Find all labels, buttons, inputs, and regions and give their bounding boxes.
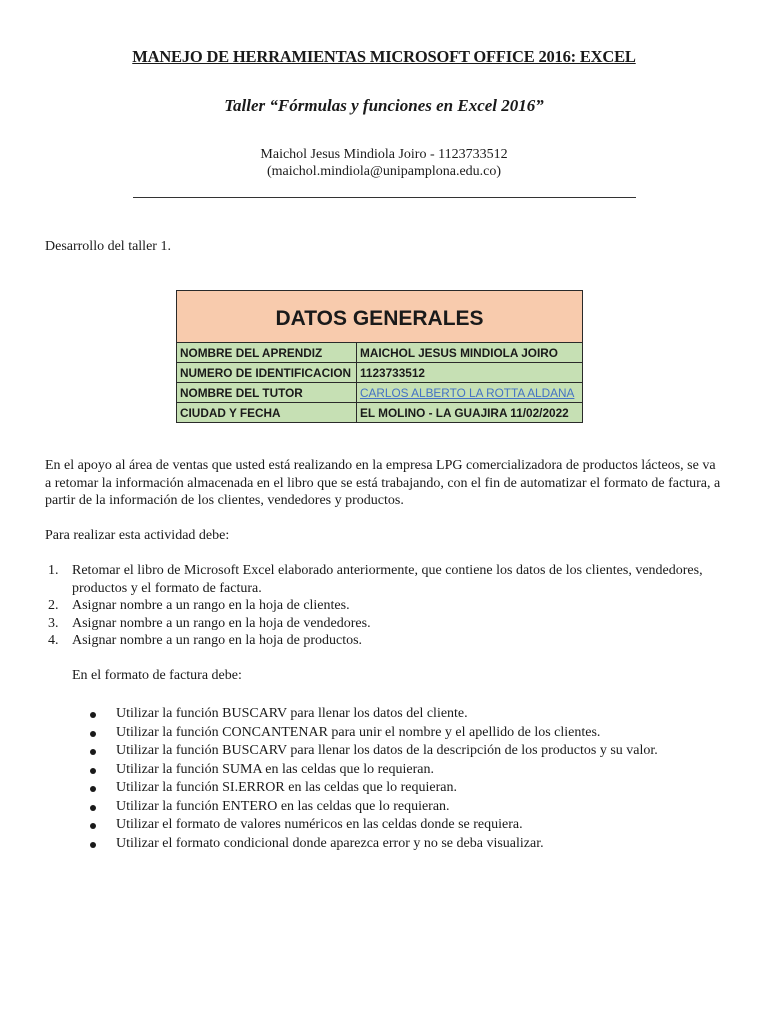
bullet-text: Utilizar la función BUSCARV para llenar los datos de la descripción de los productos y su valor. <box>116 743 658 758</box>
document-title: MANEJO DE HERRAMIENTAS MICROSOFT OFFICE 2016: EXCEL <box>132 47 636 66</box>
list-item <box>45 632 725 650</box>
list-item <box>72 779 732 798</box>
tutor-cell <box>357 383 583 403</box>
table-row <box>177 343 583 363</box>
step-number: 4. <box>48 633 59 648</box>
step-number: 2. <box>48 598 59 613</box>
bullet-icon <box>90 731 96 737</box>
step-text: Asignar nombre a un rango en la hoja de vendedores. <box>72 615 371 631</box>
list-item <box>45 615 725 633</box>
bullet-text: Utilizar la función CONCANTENAR para unir el nombre y el apellido de los clientes. <box>116 724 601 740</box>
bullet-icon <box>90 786 96 792</box>
list-item <box>45 597 725 615</box>
row-value: EL MOLINO - LA GUAJIRA 11/02/2022 <box>357 403 583 423</box>
steps-list <box>45 562 725 650</box>
tutor-link[interactable]: CARLOS ALBERTO LA ROTTA ALDANA <box>360 385 575 400</box>
bullet-text: Utilizar la función SUMA en las celdas que lo requieran. <box>116 761 435 777</box>
bullet-text: Utilizar el formato condicional donde aparezca error y no se deba visualizar. <box>116 835 544 851</box>
step-number: 3. <box>48 615 59 631</box>
table-row <box>177 383 583 403</box>
step-number: 1. <box>48 563 59 578</box>
list-item <box>72 835 732 854</box>
bullet-icon <box>90 805 96 811</box>
bullet-icon <box>90 712 96 718</box>
list-item <box>72 724 732 743</box>
general-data-table <box>176 290 583 423</box>
intro-text: Desarrollo del taller 1. <box>45 239 171 254</box>
list-item <box>72 798 732 817</box>
invoice-intro: En el formato de factura debe: <box>72 668 242 683</box>
row-label: CIUDAD Y FECHA <box>177 403 357 423</box>
list-item <box>45 562 725 597</box>
list-item <box>72 761 732 780</box>
row-label: NOMBRE DEL APRENDIZ <box>177 343 357 363</box>
step-text: Retomar el libro de Microsoft Excel elaborado anteriormente, que contiene los datos de los clientes, vendedores, productos y el formato de factura. <box>72 563 703 596</box>
document-subtitle: Taller “Fórmulas y funciones en Excel 2016” <box>224 96 544 115</box>
bullet-icon <box>90 768 96 774</box>
row-label: NUMERO DE IDENTIFICACION <box>177 363 357 383</box>
step-text: Asignar nombre a un rango en la hoja de productos. <box>72 633 363 648</box>
list-item <box>72 816 732 835</box>
table-row <box>177 403 583 423</box>
bullet-icon <box>90 842 96 848</box>
requirements-list <box>72 705 732 853</box>
step-text: Asignar nombre a un rango en la hoja de clientes. <box>72 598 350 613</box>
bullet-text: Utilizar la función ENTERO en las celdas que lo requieran. <box>116 798 450 814</box>
row-value: MAICHOL JESUS MINDIOLA JOIRO <box>357 343 583 363</box>
context-paragraph: En el apoyo al área de ventas que usted está realizando en la empresa LPG comercializadora de productos lácteos, se va a retomar la información almacenada en el libro que se está trabajando, con el fin de automatizar el formato de factura, a partir de la información de los clientes, vendedores y productos. <box>45 458 721 508</box>
instructions-lead: Para realizar esta actividad debe: <box>45 528 230 543</box>
row-value: 1123733512 <box>357 363 583 383</box>
separator-line <box>133 197 636 198</box>
bullet-text: Utilizar la función SI.ERROR en las celdas que lo requieran. <box>116 780 457 795</box>
bullet-text: Utilizar el formato de valores numéricos en las celdas donde se requiera. <box>116 817 523 832</box>
table-row <box>177 363 583 383</box>
author-email: (maichol.mindiola@unipamplona.edu.co) <box>266 164 502 179</box>
author-line: Maichol Jesus Mindiola Joiro - 1123733512 <box>260 147 508 162</box>
row-label: NOMBRE DEL TUTOR <box>177 383 357 403</box>
list-item <box>72 705 732 724</box>
bullet-icon <box>90 823 96 829</box>
table-heading: DATOS GENERALES <box>177 291 583 343</box>
list-item <box>72 742 732 761</box>
bullet-icon <box>90 749 96 755</box>
bullet-text: Utilizar la función BUSCARV para llenar los datos del cliente. <box>116 706 468 721</box>
